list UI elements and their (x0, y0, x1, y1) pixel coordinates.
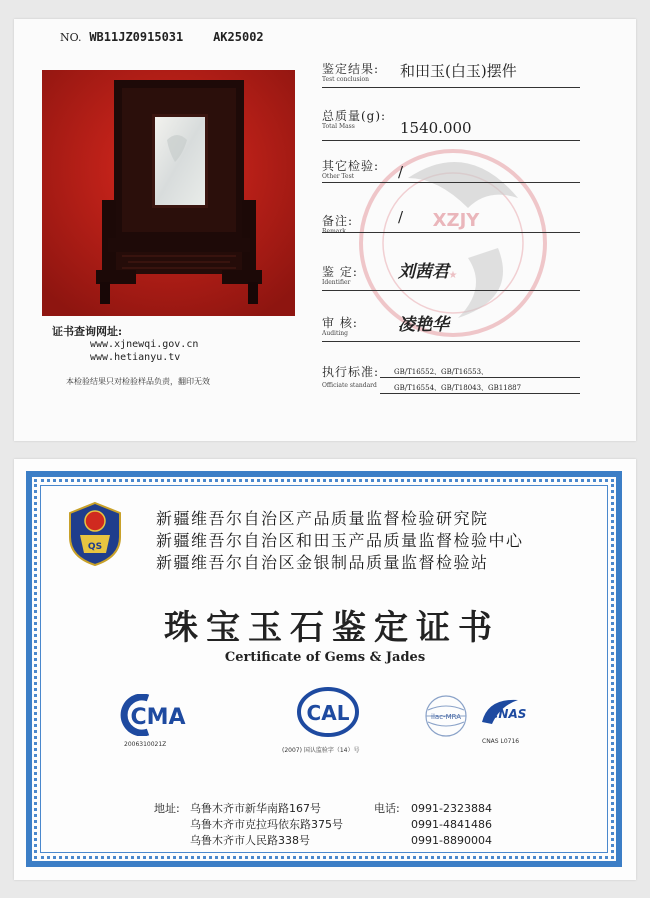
cnas-text: CNAS (489, 707, 527, 721)
auditor-signature: 凌艳华 (398, 315, 449, 335)
identifier-signature: 刘茜君 (398, 262, 449, 282)
svg-text:XZJY: XZJY (432, 210, 480, 231)
field-underline (322, 182, 580, 183)
address-line-1: 乌鲁木齐市新华南路167号 (190, 802, 321, 815)
field-value: 1540.000 (400, 119, 472, 137)
field-label: 审 核: (322, 316, 358, 330)
field-underline (380, 377, 580, 378)
cma-text: CMA (130, 705, 186, 730)
cma-logo-icon (118, 694, 198, 736)
field-label: 备注: (322, 214, 354, 228)
field-label-en: Officiate standard (322, 382, 377, 389)
address-block (190, 801, 343, 849)
cal-text: CAL (306, 701, 350, 725)
field-label: 鉴定结果: (322, 62, 380, 76)
phone-line-3: 0991-8890004 (411, 834, 492, 847)
address-line-3: 乌鲁木齐市人民路338号 (190, 834, 310, 847)
cnas-caption: CNAS L0716 (482, 738, 520, 745)
svg-text:★: ★ (448, 270, 458, 281)
field-underline (322, 290, 580, 291)
certificate-number (60, 30, 264, 44)
field-label-en: Auditing (322, 330, 348, 337)
query-title: 证书查询网址: (52, 325, 123, 338)
quality-emblem-icon (66, 501, 124, 567)
field-label-en: Total Mass (322, 123, 355, 130)
field-label-en: Identifier (322, 279, 351, 286)
item-photo (42, 70, 295, 316)
field-underline (322, 341, 580, 342)
address-line-2: 乌鲁木齐市克拉玛依东路375号 (190, 818, 343, 831)
field-value: / (398, 208, 404, 226)
field-total-mass (322, 107, 580, 137)
cnas-logo-icon (478, 694, 534, 728)
field-underline (380, 393, 580, 394)
cal-caption: (2007) 国认监验字（14）号 (282, 747, 360, 754)
phone-label: 电话: (374, 802, 400, 815)
cma-caption: 2006310021Z (124, 741, 167, 748)
field-underline (322, 232, 580, 233)
phone-line-2: 0991-4841486 (411, 818, 492, 831)
org-name-3: 新疆维吾尔自治区金银制品质量监督检验站 (156, 553, 489, 572)
certificate-title: 珠宝玉石鉴定证书 (164, 608, 500, 648)
phone-line-1: 0991-2323884 (411, 802, 492, 815)
org-name-2: 新疆维吾尔自治区和田玉产品质量监督检验中心 (156, 531, 524, 550)
query-url-2: www.hetianyu.tv (90, 352, 181, 363)
ilac-text: ilac-MRA (431, 713, 461, 721)
field-conclusion (322, 60, 580, 83)
field-label: 其它检验: (322, 159, 380, 173)
field-remark (322, 208, 580, 235)
standard-line-2: GB/T16554、GB/T18043、GB11887 (394, 384, 522, 392)
field-identifier (322, 263, 580, 286)
ilac-mra-logo-icon (420, 694, 472, 738)
org-name-1: 新疆维吾尔自治区产品质量监督检验研究院 (156, 509, 489, 528)
field-label-en: Other Test (322, 173, 355, 180)
field-underline (322, 140, 580, 141)
query-info (52, 325, 198, 364)
number-label: NO. (60, 31, 82, 44)
phone-block (411, 801, 492, 849)
svg-text:QS: QS (87, 542, 103, 552)
field-label-en: Remark (322, 228, 346, 235)
field-value: / (398, 163, 404, 181)
field-label-en: Test conclusion (322, 76, 369, 83)
field-underline (322, 87, 580, 88)
standard-line-1: GB/T16552、GB/T16553、 (394, 368, 489, 376)
field-value: 和田玉(白玉)摆件 (400, 62, 517, 80)
field-standard (322, 363, 580, 392)
number-value: WB11JZ0915031 (89, 30, 184, 44)
field-label: 执行标准: (322, 365, 380, 379)
field-auditing (322, 314, 580, 337)
address-label: 地址: (154, 802, 180, 815)
ak-code: AK25002 (213, 30, 264, 44)
field-other-test (322, 157, 580, 180)
query-url-1: www.xjnewqi.gov.cn (90, 339, 199, 350)
certificate-title-en: Certificate of Gems & Jades (224, 650, 426, 665)
field-label: 鉴 定: (322, 265, 358, 279)
cal-logo-icon (296, 686, 360, 738)
field-label: 总质量(g): (322, 109, 387, 123)
disclaimer: 本检验结果只对检验样品负责，翻印无效 (66, 377, 210, 386)
